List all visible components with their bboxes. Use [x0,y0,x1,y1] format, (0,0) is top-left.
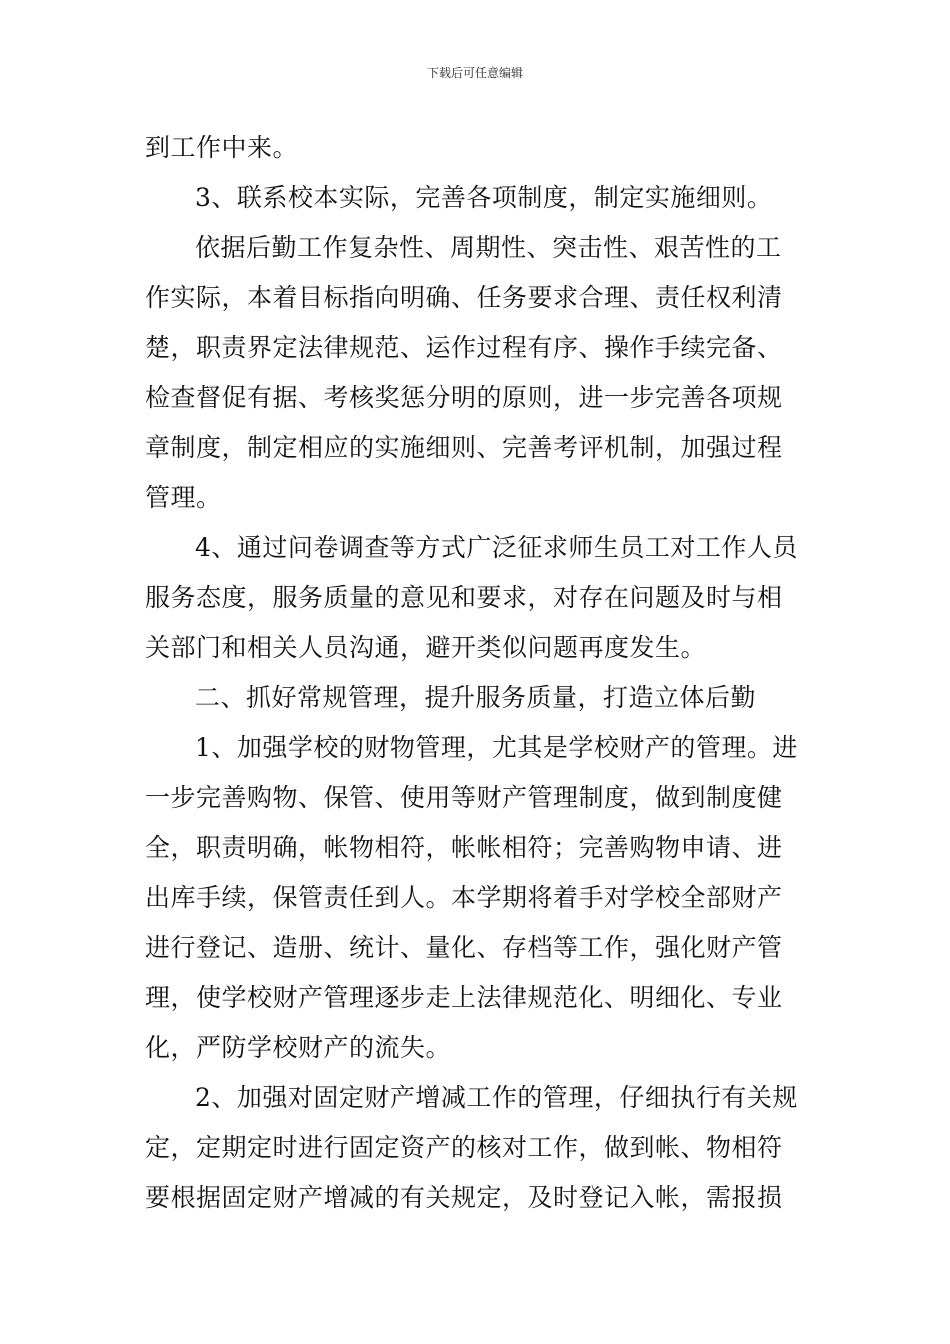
text-line: 化，严防学校财产的流失。 [145,1033,452,1062]
text-line: 关部门和相关人员沟通，避开类似问题再度发生。 [145,633,707,662]
text-line: 2、加强对固定财产增减工作的管理，仔细执行有关规 [195,1083,798,1112]
text-line: 进行登记、造册、统计、量化、存档等工作，强化财产管 [145,933,783,962]
text-line: 要根据固定财产增减的有关规定，及时登记入帐，需报损 [145,1183,783,1212]
text-line: 理，使学校财产管理逐步走上法律规范化、明细化、专业 [145,983,783,1012]
text-line: 出库手续，保管责任到人。本学期将着手对学校全部财产 [145,883,783,912]
text-line: 3、联系校本实际，完善各项制度，制定实施细则。 [195,183,773,212]
text-line: 二、抓好常规管理，提升服务质量，打造立体后勤 [195,683,757,712]
document-body [145,123,810,1223]
page-header: 下载后可任意编辑 [426,66,523,80]
text-line: 全，职责明确，帐物相符，帐帐相符；完善购物申请、进 [145,833,783,862]
text-line: 到工作中来。 [145,133,299,162]
text-line: 1、加强学校的财物管理，尤其是学校财产的管理。进 [195,733,798,762]
text-line: 定，定期定时进行固定资产的核对工作，做到帐、物相符 [145,1133,783,1162]
text-line: 服务态度，服务质量的意见和要求，对存在问题及时与相 [145,583,783,612]
text-line: 检查督促有据、考核奖惩分明的原则，进一步完善各项规 [145,383,783,412]
text-line: 依据后勤工作复杂性、周期性、突击性、艰苦性的工 [195,233,782,262]
text-line: 一步完善购物、保管、使用等财产管理制度，做到制度健 [145,783,783,812]
text-line: 楚，职责界定法律规范、运作过程有序、操作手续完备、 [145,333,783,362]
text-line: 作实际，本着目标指向明确、任务要求合理、责任权利清 [145,283,783,312]
text-line: 4、通过问卷调查等方式广泛征求师生员工对工作人员 [195,533,798,562]
text-line: 管理。 [145,483,222,512]
text-line: 章制度，制定相应的实施细则、完善考评机制，加强过程 [145,433,783,462]
